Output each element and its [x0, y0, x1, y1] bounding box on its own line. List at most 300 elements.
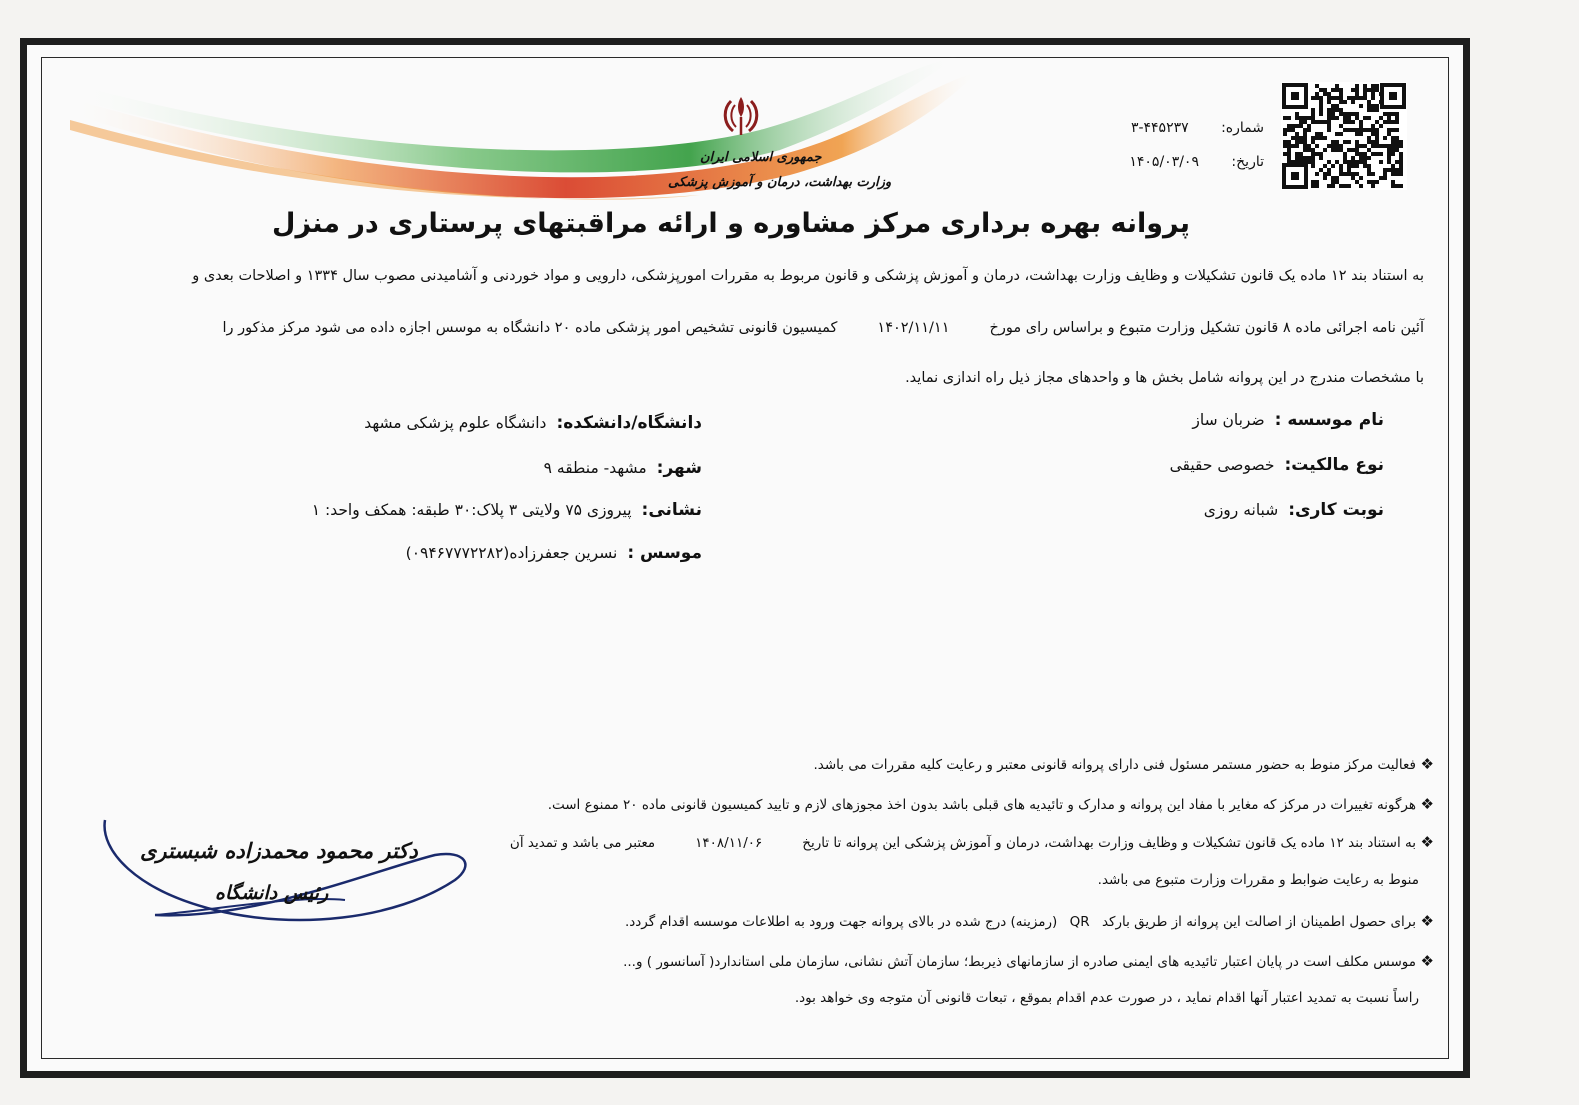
qr-module [1291, 128, 1295, 132]
note-technical-manager [813, 755, 1434, 773]
note-safety-approvals-continued: راساً نسبت به تمدید اعتبار آنها اقدام نماید ، در صورت عدم اقدام بموقع ، تبعات قانونی آن متوجه وی خواهد بود. [794, 990, 1419, 1006]
qr-module [1375, 132, 1379, 136]
qr-module [1327, 112, 1331, 116]
qr-module [1383, 120, 1387, 124]
qr-module [1399, 184, 1403, 188]
diamond-bullet-icon: ❖ [1420, 952, 1434, 970]
qr-module [1367, 100, 1371, 104]
qr-module [1343, 160, 1347, 164]
qr-module [1283, 132, 1287, 136]
qr-module [1355, 152, 1359, 156]
qr-module [1387, 132, 1391, 136]
qr-module [1367, 116, 1371, 120]
qr-module [1311, 152, 1315, 156]
qr-module [1315, 96, 1319, 100]
qr-module [1315, 172, 1319, 176]
qr-module [1367, 168, 1371, 172]
city-field [544, 458, 702, 478]
qr-module [1335, 108, 1339, 112]
note-4-text-end: (رمزینه) درج شده در بالای پروانه جهت ورود به اطلاعات موسسه اقدام گردد. [624, 914, 1058, 930]
qr-module [1351, 120, 1355, 124]
qr-module [1355, 140, 1359, 144]
diamond-bullet-icon: ❖ [1420, 833, 1434, 851]
signatory-title: رئیس دانشگاه [215, 882, 329, 904]
qr-module [1323, 88, 1327, 92]
qr-module [1359, 132, 1363, 136]
qr-module [1391, 164, 1395, 168]
qr-module [1363, 128, 1367, 132]
note-3-text-start: به استناد بند ۱۲ ماده یک قانون تشکیلات و وظایف وزارت بهداشت، درمان و آموزش پزشکی این پروانه تا تاریخ [802, 835, 1416, 851]
qr-module [1331, 144, 1335, 148]
qr-module [1371, 140, 1375, 144]
qr-module [1347, 112, 1351, 116]
qr-module [1367, 156, 1371, 160]
qr-module [1379, 160, 1383, 164]
qr-module [1359, 156, 1363, 160]
qr-module [1371, 108, 1375, 112]
qr-module [1315, 152, 1319, 156]
qr-module [1371, 124, 1375, 128]
qr-module [1331, 88, 1335, 92]
qr-module [1327, 160, 1331, 164]
qr-module [1351, 96, 1355, 100]
qr-module [1283, 116, 1287, 120]
qr-module [1303, 144, 1307, 148]
qr-module [1399, 140, 1403, 144]
qr-module [1367, 88, 1371, 92]
qr-module [1355, 84, 1359, 88]
qr-module [1331, 176, 1335, 180]
qr-module [1283, 140, 1287, 144]
qr-module [1375, 128, 1379, 132]
qr-module [1351, 128, 1355, 132]
qr-module [1371, 180, 1375, 184]
qr-module [1307, 124, 1311, 128]
qr-module [1331, 164, 1335, 168]
qr-module [1351, 164, 1355, 168]
qr-module [1351, 148, 1355, 152]
qr-module [1351, 112, 1355, 116]
note-safety-approvals [623, 952, 1434, 970]
qr-module [1387, 168, 1391, 172]
institute-name-label: نام موسسه : [1274, 410, 1384, 430]
qr-module [1391, 172, 1395, 176]
qr-module [1315, 84, 1319, 88]
qr-module [1327, 100, 1331, 104]
qr-abbrev: QR [1069, 914, 1090, 930]
qr-module [1315, 136, 1319, 140]
qr-module [1343, 172, 1347, 176]
qr-module [1375, 120, 1379, 124]
qr-module [1347, 160, 1351, 164]
qr-module [1363, 144, 1367, 148]
qr-module [1395, 148, 1399, 152]
qr-module [1391, 152, 1395, 156]
qr-module [1363, 156, 1367, 160]
qr-module [1391, 168, 1395, 172]
qr-module [1363, 84, 1367, 88]
qr-module [1351, 88, 1355, 92]
qr-module [1395, 184, 1399, 188]
address-field [312, 500, 702, 520]
qr-module [1355, 112, 1359, 116]
qr-module [1371, 84, 1375, 88]
qr-module [1315, 132, 1319, 136]
qr-module [1347, 140, 1351, 144]
qr-module [1347, 172, 1351, 176]
certificate-title: پروانه بهره برداری مرکز مشاوره و ارائه مراقبتهای پرستاری در منزل [272, 208, 1190, 239]
qr-module [1311, 180, 1315, 184]
qr-module [1315, 92, 1319, 96]
qr-module [1339, 168, 1343, 172]
qr-module [1323, 120, 1327, 124]
qr-module [1355, 88, 1359, 92]
qr-module [1359, 104, 1363, 108]
note-validity [510, 833, 1434, 851]
qr-module [1367, 148, 1371, 152]
qr-module [1371, 92, 1375, 96]
qr-module [1287, 152, 1291, 156]
qr-module [1387, 152, 1391, 156]
founder-field [406, 543, 702, 563]
qr-module [1395, 160, 1399, 164]
qr-module [1355, 148, 1359, 152]
qr-module [1327, 96, 1331, 100]
qr-module [1371, 96, 1375, 100]
qr-module [1387, 116, 1391, 120]
qr-module [1399, 164, 1403, 168]
qr-module [1343, 112, 1347, 116]
qr-module [1295, 140, 1299, 144]
qr-module [1335, 180, 1339, 184]
qr-module [1343, 152, 1347, 156]
qr-module [1327, 144, 1331, 148]
qr-module [1307, 144, 1311, 148]
qr-module [1303, 148, 1307, 152]
qr-module [1303, 136, 1307, 140]
ownership-type-value: خصوصی حقیقی [1169, 456, 1275, 474]
qr-module [1323, 136, 1327, 140]
qr-module [1363, 164, 1367, 168]
qr-module [1283, 152, 1287, 156]
qr-module [1307, 128, 1311, 132]
qr-module [1359, 120, 1363, 124]
work-shift-field [1204, 500, 1384, 520]
work-shift-label: نوبت کاری: [1288, 500, 1384, 520]
signature-scribble [95, 800, 475, 950]
qr-module [1371, 104, 1375, 108]
note-validity-continued: منوط به رعایت ضوابط و مقررات وزارت متبوع می باشد. [1097, 872, 1419, 888]
qr-module [1347, 184, 1351, 188]
qr-module [1347, 148, 1351, 152]
qr-module [1331, 116, 1335, 120]
qr-module [1287, 124, 1291, 128]
qr-module [1339, 172, 1343, 176]
signatory-name: دکتر محمود محمدزاده شبستری [140, 838, 418, 863]
body-line-3: با مشخصات مندرج در این پروانه شامل بخش ها و واحدهای مجاز ذیل راه اندازی نماید. [905, 370, 1424, 386]
qr-module [1311, 164, 1315, 168]
qr-module [1291, 124, 1295, 128]
qr-module [1347, 164, 1351, 168]
qr-module [1331, 184, 1335, 188]
qr-module [1319, 88, 1323, 92]
ministry-name-logotype: وزارت بهداشت، درمان و آموزش پزشکی [668, 175, 892, 190]
qr-module [1363, 116, 1367, 120]
qr-module [1399, 156, 1403, 160]
qr-module [1327, 116, 1331, 120]
qr-module [1303, 132, 1307, 136]
university-label: دانشگاه/دانشکده: [556, 413, 702, 433]
city-label: شهر: [656, 458, 702, 478]
qr-module [1295, 112, 1299, 116]
qr-module [1319, 100, 1323, 104]
qr-module [1347, 128, 1351, 132]
qr-module [1295, 152, 1299, 156]
qr-module [1351, 176, 1355, 180]
qr-module [1339, 96, 1343, 100]
qr-module [1375, 88, 1379, 92]
qr-module [1399, 172, 1403, 176]
qr-module [1383, 136, 1387, 140]
qr-module [1387, 156, 1391, 160]
qr-module [1359, 176, 1363, 180]
qr-module [1319, 132, 1323, 136]
qr-module [1343, 184, 1347, 188]
qr-module [1303, 120, 1307, 124]
qr-module [1327, 128, 1331, 132]
qr-module [1327, 92, 1331, 96]
qr-module [1391, 120, 1395, 124]
qr-module [1379, 152, 1383, 156]
qr-module [1395, 168, 1399, 172]
qr-module [1391, 136, 1395, 140]
qr-module [1351, 156, 1355, 160]
qr-module [1323, 176, 1327, 180]
ownership-type-field [1170, 455, 1384, 475]
qr-module [1327, 108, 1331, 112]
qr-module [1299, 140, 1303, 144]
qr-module [1335, 148, 1339, 152]
qr-module [1319, 136, 1323, 140]
body-line-1: به استناد بند ۱۲ ماده یک قانون تشکیلات و وظایف وزارت بهداشت، درمان و آموزش پزشکی و قانون مربوط به مقررات امورپزشکی، دارویی و مواد خوردنی و آشامیدنی مصوب سال ۱۳۳۴ و اصلاحات بعدی و [192, 268, 1424, 284]
qr-module [1335, 104, 1339, 108]
qr-module [1351, 100, 1355, 104]
qr-module [1371, 132, 1375, 136]
qr-module [1363, 160, 1367, 164]
qr-module [1367, 128, 1371, 132]
qr-module [1363, 88, 1367, 92]
qr-module [1375, 152, 1379, 156]
qr-module [1335, 140, 1339, 144]
qr-module [1315, 180, 1319, 184]
diamond-bullet-icon: ❖ [1420, 795, 1434, 813]
qr-module [1303, 156, 1307, 160]
qr-module [1395, 112, 1399, 116]
qr-module [1375, 140, 1379, 144]
note-1-text: فعالیت مرکز منوط به حضور مستمر مسئول فنی دارای پروانه قانونی معتبر و رعایت کلیه مقررات می باشد. [813, 757, 1416, 773]
qr-module [1311, 112, 1315, 116]
qr-module [1387, 144, 1391, 148]
founder-label: موسس : [627, 543, 702, 563]
qr-module [1375, 104, 1379, 108]
qr-module [1323, 92, 1327, 96]
institute-name-value: ضربان ساز [1192, 411, 1265, 429]
qr-module [1327, 124, 1331, 128]
body-line-2 [223, 320, 1424, 336]
qr-module [1399, 152, 1403, 156]
qr-module [1383, 144, 1387, 148]
qr-module [1399, 160, 1403, 164]
qr-module [1359, 160, 1363, 164]
qr-module [1319, 168, 1323, 172]
qr-module [1343, 116, 1347, 120]
qr-module [1335, 96, 1339, 100]
qr-module [1347, 168, 1351, 172]
founder-value: نسرین جعفرزاده(۰۹۴۶۷۷۷۲۲۸۲) [405, 544, 618, 562]
qr-module [1307, 156, 1311, 160]
qr-module [1339, 108, 1343, 112]
qr-module [1339, 88, 1343, 92]
institute-name-field [1192, 410, 1384, 430]
qr-module [1311, 140, 1315, 144]
qr-module [1327, 184, 1331, 188]
qr-module [1295, 124, 1299, 128]
qr-module [1359, 152, 1363, 156]
qr-module [1319, 112, 1323, 116]
qr-module [1335, 176, 1339, 180]
date-label: تاریخ: [1231, 154, 1264, 170]
qr-module [1335, 116, 1339, 120]
qr-module [1319, 96, 1323, 100]
date-row [1129, 154, 1264, 170]
qr-module [1315, 184, 1319, 188]
qr-module [1327, 172, 1331, 176]
qr-module [1355, 96, 1359, 100]
note-changes-prohibited [548, 795, 1434, 813]
qr-module [1391, 140, 1395, 144]
qr-module [1367, 104, 1371, 108]
qr-module [1303, 116, 1307, 120]
qr-module [1391, 180, 1395, 184]
qr-module [1387, 128, 1391, 132]
qr-module [1347, 96, 1351, 100]
qr-module [1315, 120, 1319, 124]
qr-module [1367, 164, 1371, 168]
date-value: ۱۴۰۵/۰۳/۰۹ [1129, 154, 1199, 170]
qr-module [1363, 96, 1367, 100]
iran-emblem-logo [715, 93, 767, 139]
qr-module [1311, 160, 1315, 164]
university-field [364, 413, 702, 433]
number-label: شماره: [1221, 120, 1264, 136]
qr-module [1359, 128, 1363, 132]
qr-module [1363, 92, 1367, 96]
qr-module [1351, 160, 1355, 164]
qr-module [1367, 140, 1371, 144]
qr-module [1391, 112, 1395, 116]
qr-module [1387, 112, 1391, 116]
qr-module [1299, 136, 1303, 140]
qr-module [1327, 120, 1331, 124]
qr-module [1335, 88, 1339, 92]
qr-module [1391, 144, 1395, 148]
qr-module [1339, 92, 1343, 96]
qr-module [1335, 132, 1339, 136]
qr-module [1339, 184, 1343, 188]
qr-module [1371, 172, 1375, 176]
qr-module [1331, 112, 1335, 116]
qr-module [1371, 184, 1375, 188]
body-line-2-end: کمیسیون قانونی تشخیص امور پزشکی ماده ۲۰ دانشگاه به موسس اجازه داده می شود مرکز مذکور را [222, 320, 838, 336]
work-shift-value: شبانه روزی [1203, 501, 1279, 519]
qr-module [1359, 96, 1363, 100]
qr-module [1399, 168, 1403, 172]
qr-module [1359, 184, 1363, 188]
qr-module [1295, 116, 1299, 120]
qr-module [1299, 156, 1303, 160]
qr-module [1311, 148, 1315, 152]
diamond-bullet-icon: ❖ [1420, 912, 1434, 930]
qr-module [1319, 120, 1323, 124]
qr-module [1391, 184, 1395, 188]
address-value: پیروزی ۷۵ ولایتی ۳ پلاک:۳۰ طبقه: همکف واحد: ۱ [311, 501, 632, 519]
qr-module [1331, 96, 1335, 100]
note-4-text-start: برای حصول اطمینان از اصالت این پروانه از طریق بارکد [1101, 914, 1416, 930]
diamond-bullet-icon: ❖ [1420, 755, 1434, 773]
qr-module [1395, 120, 1399, 124]
qr-module [1379, 124, 1383, 128]
qr-module [1311, 120, 1315, 124]
number-row [1131, 120, 1264, 136]
qr-module [1311, 116, 1315, 120]
qr-module [1335, 160, 1339, 164]
city-value: مشهد- منطقه ۹ [543, 459, 647, 477]
qr-module [1323, 172, 1327, 176]
qr-module [1311, 136, 1315, 140]
qr-module [1347, 120, 1351, 124]
qr-module [1375, 108, 1379, 112]
qr-module [1399, 144, 1403, 148]
qr-module [1355, 164, 1359, 168]
qr-module [1371, 88, 1375, 92]
qr-module [1331, 108, 1335, 112]
qr-module [1287, 144, 1291, 148]
qr-module [1371, 128, 1375, 132]
qr-module [1367, 180, 1371, 184]
qr-module [1339, 124, 1343, 128]
qr-module [1371, 152, 1375, 156]
qr-module [1375, 84, 1379, 88]
qr-module [1295, 136, 1299, 140]
qr-module [1339, 148, 1343, 152]
qr-module [1383, 168, 1387, 172]
qr-module [1371, 144, 1375, 148]
qr-module [1295, 144, 1299, 148]
qr-module [1379, 176, 1383, 180]
qr-module [1359, 144, 1363, 148]
qr-module [1343, 156, 1347, 160]
qr-module [1395, 116, 1399, 120]
address-label: نشانی: [641, 500, 702, 520]
qr-module [1299, 124, 1303, 128]
qr-module [1319, 108, 1323, 112]
qr-module [1283, 128, 1287, 132]
qr-code[interactable] [1281, 82, 1407, 190]
qr-module [1375, 136, 1379, 140]
university-value: دانشگاه علوم پزشکی مشهد [364, 414, 547, 432]
qr-module [1311, 96, 1315, 100]
qr-module [1287, 156, 1291, 160]
